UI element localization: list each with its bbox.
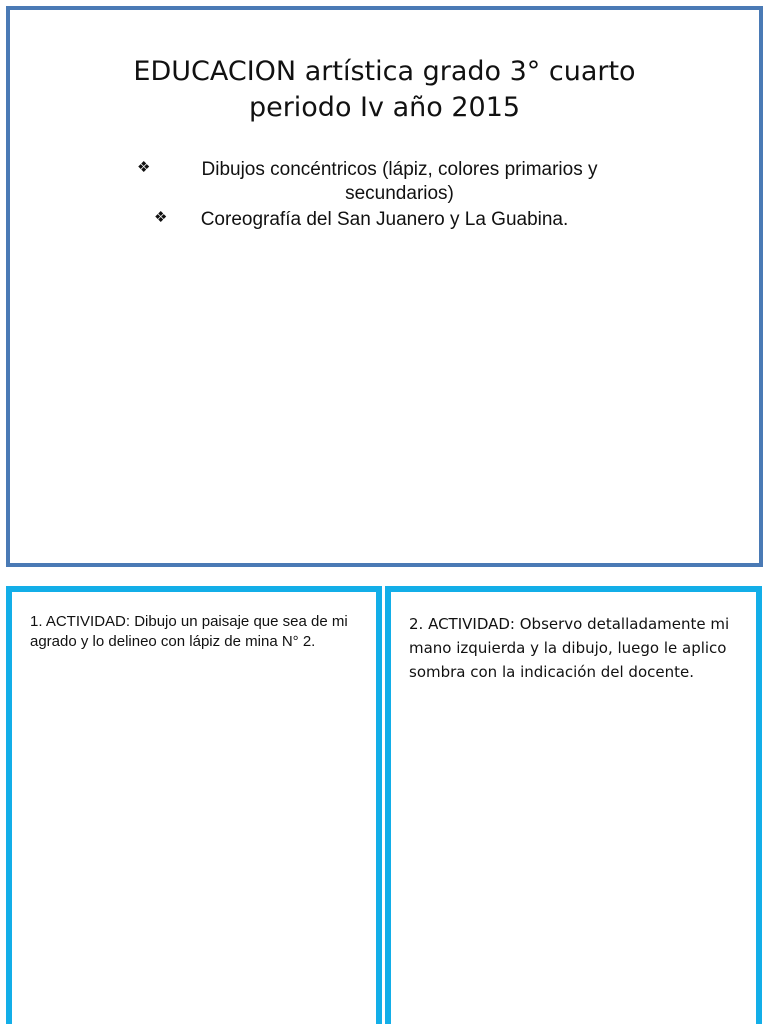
topic-text: Coreografía del San Juanero y La Guabina. <box>200 209 569 230</box>
page-title <box>10 54 759 126</box>
activity-panel-2 <box>385 586 762 1024</box>
activity-panel-1 <box>6 586 382 1024</box>
topic-text: Dibujos concéntricos (lápiz, colores primarios y secundarios) <box>201 159 598 204</box>
list-item <box>10 208 759 232</box>
diamond-bullet-icon: ❖ <box>154 209 168 226</box>
activity-text: 1. ACTIVIDAD: Dibujo un paisaje que sea de mi agrado y lo delineo con lápiz de mina N° 2. <box>30 613 348 650</box>
title-line-2: periodo Iv año 2015 <box>248 92 521 123</box>
diamond-bullet-icon: ❖ <box>137 159 151 176</box>
topic-list <box>10 158 759 232</box>
title-line-1: EDUCACION artística grado 3° cuarto <box>133 56 636 87</box>
activity-text: 2. ACTIVIDAD: Observo detalladamente mi mano izquierda y la dibujo, luego le aplico sombra con la indicación del docente. <box>409 615 730 681</box>
list-item <box>10 158 759 206</box>
header-panel <box>6 6 763 567</box>
